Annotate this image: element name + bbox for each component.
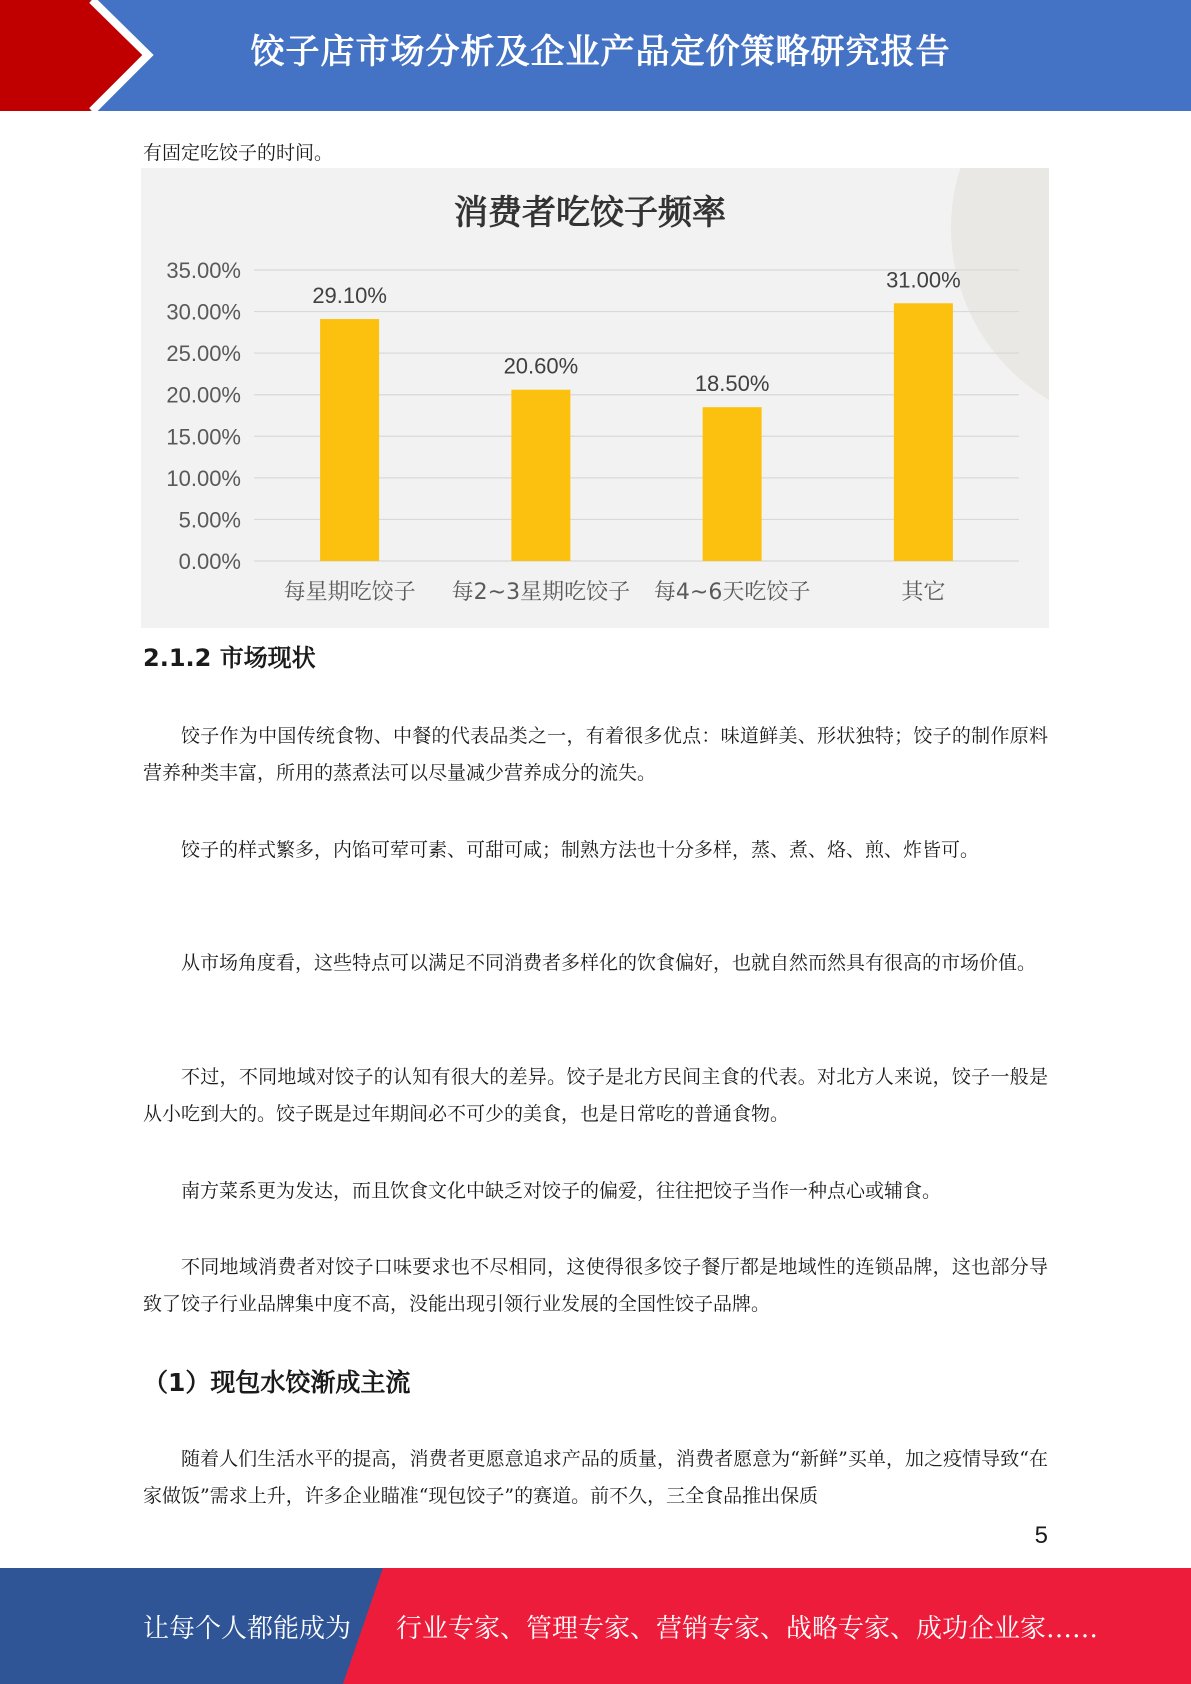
data-label: 20.60% xyxy=(503,353,579,379)
footer-slogan-right: 行业专家、管理专家、营销专家、战略专家、成功企业家…… xyxy=(396,1614,1099,1644)
page-header xyxy=(0,0,1191,111)
bar xyxy=(511,390,570,561)
frequency-chart xyxy=(141,168,1049,628)
data-label: 31.00% xyxy=(886,267,961,293)
data-label: 18.50% xyxy=(694,371,770,397)
paragraph: 饺子作为中国传统食物、中餐的代表品类之一，有着很多优点：味道鲜美、形状独特；饺子的制作原料营养种类丰富，所用的蒸煮法可以尽量减少营养成分的流失。 xyxy=(143,725,1048,784)
x-category-label: 每星期吃饺子 xyxy=(283,580,416,605)
y-tick-label: 10.00% xyxy=(166,465,241,491)
chart-title: 消费者吃饺子频率 xyxy=(454,193,726,233)
paragraph: 随着人们生活水平的提高，消费者更愿意追求产品的质量，消费者愿意为“新鲜”买单，加之疫情导致“在家做饭”需求上升，许多企业瞄准“现包饺子”的赛道。前不久，三全食品推出保质 xyxy=(143,1448,1048,1507)
bar xyxy=(703,407,762,561)
paragraph: 不过，不同地域对饺子的认知有很大的差异。饺子是北方民间主食的代表。对北方人来说，饺子一般是从小吃到大的。饺子既是过年期间必不可少的美食，也是日常吃的普通食物。 xyxy=(143,1066,1048,1125)
footer-slogan-left: 让每个人都能成为 xyxy=(143,1614,352,1644)
section-heading: 2.1.2 市场现状 xyxy=(143,644,316,672)
y-tick-label: 20.00% xyxy=(166,382,241,408)
chart-decor-arc xyxy=(951,168,1049,428)
bar xyxy=(894,303,953,561)
y-tick-label: 30.00% xyxy=(166,299,241,325)
y-tick-label: 15.00% xyxy=(166,424,241,450)
y-tick-label: 5.00% xyxy=(178,507,241,533)
y-tick-label: 35.00% xyxy=(166,258,241,283)
report-title: 饺子店市场分析及企业产品定价策略研究报告 xyxy=(250,32,951,72)
x-category-label: 其它 xyxy=(901,580,946,605)
x-category-label: 每4~6天吃饺子 xyxy=(653,580,811,605)
page-number: 5 xyxy=(1034,1522,1048,1549)
bar xyxy=(320,319,379,561)
paragraph: 南方菜系更为发达，而且饮食文化中缺乏对饺子的偏爱，往往把饺子当作一种点心或辅食。 xyxy=(181,1180,942,1202)
lead-text: 有固定吃饺子的时间。 xyxy=(143,142,334,164)
paragraph: 从市场角度看，这些特点可以满足不同消费者多样化的饮食偏好，也就自然而然具有很高的市场价值。 xyxy=(181,952,1037,974)
bar-chart-svg xyxy=(141,168,1049,628)
y-tick-label: 25.00% xyxy=(166,341,241,367)
x-category-label: 每2~3星期吃饺子 xyxy=(451,580,631,605)
y-tick-label: 0.00% xyxy=(178,549,241,574)
paragraph: 不同地域消费者对饺子口味要求也不尽相同，这使得很多饺子餐厅都是地域性的连锁品牌，这也部分导致了饺子行业品牌集中度不高，没能出现引领行业发展的全国性饺子品牌。 xyxy=(143,1256,1048,1315)
data-label: 29.10% xyxy=(312,283,387,309)
paragraph: 饺子的样式繁多，内馅可荤可素、可甜可咸；制熟方法也十分多样，蒸、煮、烙、煎、炸皆可。 xyxy=(181,839,980,861)
subsection-heading: （1）现包水饺渐成主流 xyxy=(143,1368,411,1397)
page-footer xyxy=(0,1568,1191,1684)
